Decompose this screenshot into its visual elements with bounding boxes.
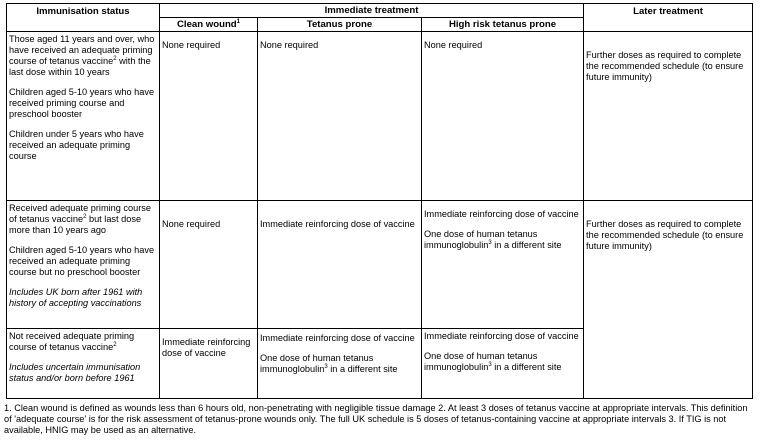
row1-status-b: Children aged 5-10 years who have received priming course and preschool booster (9, 87, 155, 119)
row3-prone-a: Immediate reinforcing dose of vaccine (260, 333, 415, 343)
row1-later: Further doses as required to complete the recommended schedule (to ensure future immunity) (584, 32, 753, 201)
table-row (7, 201, 753, 329)
row2-status-b: Children aged 5-10 years who have received an adequate priming course but no preschool booster (9, 245, 155, 277)
row2-high-risk-b: One dose of human tetanus immunoglobulin$^3$ in a different site (424, 229, 562, 250)
row1-prone: None required (258, 32, 422, 201)
row2-clean: None required (160, 201, 258, 329)
row3-high-risk-b: One dose of human tetanus immunoglobulin$^3$ in a different site (424, 351, 562, 372)
row3-status (7, 329, 160, 399)
row2-later: Further doses as required to complete the recommended schedule (to ensure future immunity) (584, 201, 753, 399)
row3-status-b: Includes uncertain immunisation status and/or born before 1961 (9, 362, 141, 383)
tetanus-treatment-table (6, 3, 753, 399)
row2-status-a: Received adequate priming course of tetanus vaccine$^2$ but last dose more than 10 years ago (9, 203, 151, 235)
header-immunisation-status: Immunisation status (7, 4, 160, 32)
header-tetanus-prone: Tetanus prone (258, 18, 422, 32)
row2-high-risk (422, 201, 584, 329)
row3-clean: Immediate reinforcing dose of vaccine (160, 329, 258, 399)
row2-high-risk-a: Immediate reinforcing dose of vaccine (424, 209, 579, 219)
row1-status-c: Children under 5 years who have received an adequate priming course (9, 129, 144, 161)
row1-high-risk: None required (422, 32, 584, 201)
header-high-risk: High risk tetanus prone (422, 18, 584, 32)
row3-high-risk (422, 329, 584, 399)
row3-prone (258, 329, 422, 399)
row1-clean: None required (160, 32, 258, 201)
row2-prone: Immediate reinforcing dose of vaccine (258, 201, 422, 329)
header-immediate-treatment: Immediate treatment (160, 4, 584, 18)
header-clean-wound: Clean wound$^1$ (160, 18, 258, 32)
footnote: 1. Clean wound is defined as wounds less than 6 hours old, non-penetrating with negligible tissue damage 2. At least 3 doses of tetanus vaccine at appropriate intervals. This definition of 'adequate course' is for the risk assessment of tetanus-prone wounds only. The full UK schedule is 5 doses of tetanus-containing vaccine at appropriate intervals 3. If TIG is not available, HNIG may be used as an alternative. (4, 403, 748, 435)
row2-status (7, 201, 160, 329)
row1-status (7, 32, 160, 201)
row3-status-a: Not received adequate priming course of tetanus vaccine$^2$ (9, 331, 135, 352)
row1-status-a: Those aged 11 years and over, who have received an adequate priming course of tetanus vaccine$^2$ with the last dose within 10 years (9, 34, 155, 77)
header-later-treatment: Later treatment (584, 4, 753, 32)
table-row (7, 32, 753, 201)
row3-prone-b: One dose of human tetanus immunoglobulin$^3$ in a different site (260, 353, 398, 374)
row2-status-c: Includes UK born after 1961 with history of accepting vaccinations (9, 287, 143, 308)
row3-high-risk-a: Immediate reinforcing dose of vaccine (424, 331, 579, 341)
